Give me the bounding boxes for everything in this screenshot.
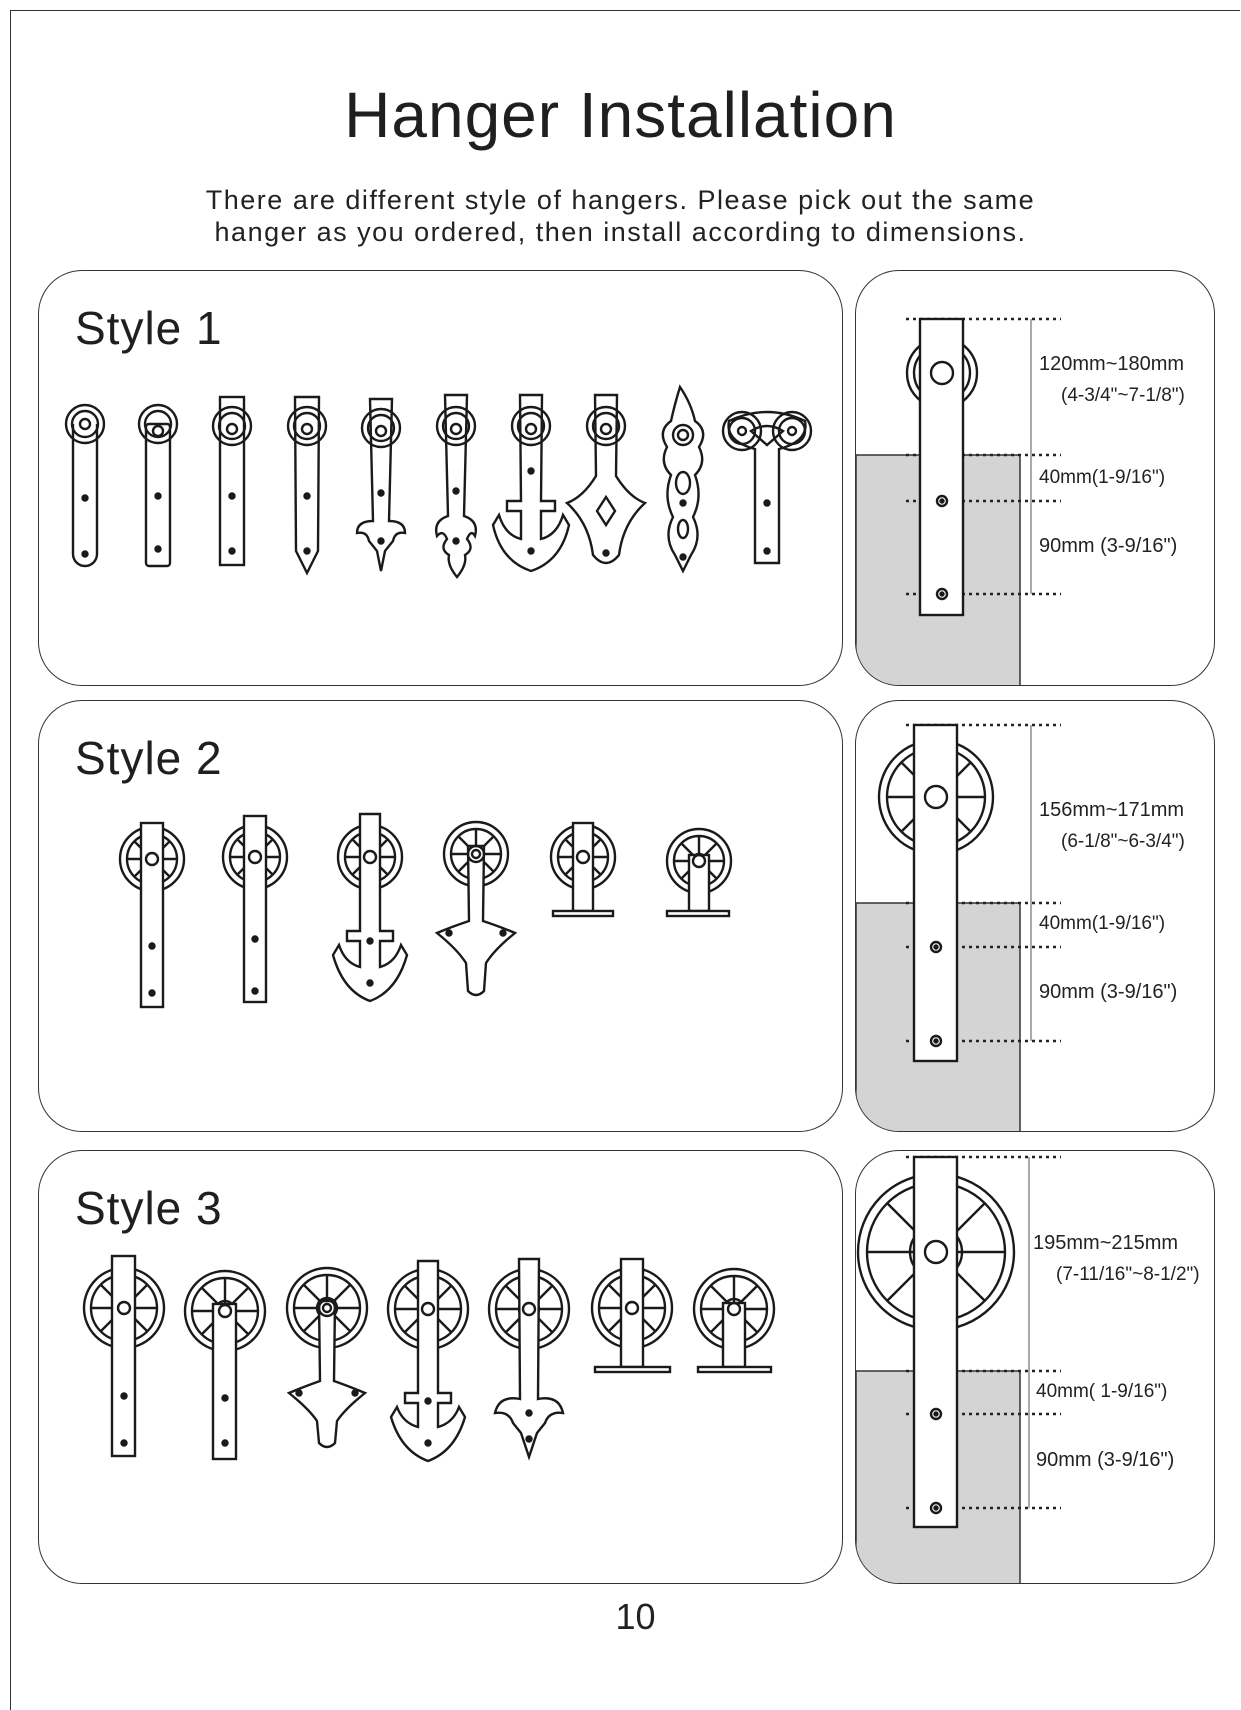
hanger-big-wheel-anchor bbox=[388, 1261, 468, 1461]
hanger-flame-tip bbox=[436, 395, 476, 577]
hanger-spoked-flared bbox=[437, 822, 515, 995]
style-3-dimension-panel bbox=[855, 1150, 1215, 1584]
style-3-gap: 40mm( 1-9/16") bbox=[1036, 1381, 1168, 1402]
hanger-ornamental bbox=[663, 387, 703, 571]
style-3-hangers bbox=[39, 1151, 843, 1584]
style-3-dimension-diagram bbox=[856, 1151, 1215, 1584]
hanger-big-wheel-strap bbox=[84, 1256, 164, 1456]
hanger-spoked-strap-tall bbox=[223, 816, 287, 1002]
hanger-anchor bbox=[493, 395, 569, 571]
hanger-big-wheel-strap-2 bbox=[185, 1271, 265, 1459]
hanger-big-wheel-top-mount-short bbox=[694, 1269, 774, 1372]
page-number: 10 bbox=[615, 1596, 656, 1637]
style-3-range-in: (7-11/16"~8-1/2") bbox=[1056, 1264, 1200, 1285]
style-1-label: Style 1 bbox=[75, 302, 223, 354]
style-1-panel bbox=[38, 270, 843, 686]
intro-line-1: There are different style of hangers. Please pick out the same bbox=[205, 185, 1036, 215]
page-title: Hanger Installation bbox=[344, 79, 897, 151]
style-1-range-in: (4-3/4"~7-1/8") bbox=[1061, 385, 1185, 406]
style-2-dimension-panel bbox=[855, 700, 1215, 1132]
hanger-straight-strap bbox=[139, 405, 177, 566]
hanger-rounded-strap bbox=[66, 405, 104, 566]
hanger-big-wheel-flared bbox=[287, 1268, 367, 1447]
style-1-gap: 40mm(1-9/16") bbox=[1039, 467, 1166, 488]
hanger-arrow-tip bbox=[288, 397, 326, 573]
hanger-spoked-anchor bbox=[333, 814, 407, 1001]
style-2-label: Style 2 bbox=[75, 732, 223, 784]
style-2-range-mm: 156mm~171mm bbox=[1039, 799, 1185, 821]
style-2-spacing: 90mm (3-9/16") bbox=[1039, 981, 1178, 1003]
style-2-hangers bbox=[39, 701, 843, 1132]
hanger-twin-wheel bbox=[723, 412, 811, 563]
style-2-range-in: (6-1/8"~6-3/4") bbox=[1061, 831, 1185, 852]
style-2-panel bbox=[38, 700, 843, 1132]
style-1-dimension-panel bbox=[855, 270, 1215, 686]
hanger-big-wheel-top-mount bbox=[592, 1259, 672, 1372]
style-1-range-mm: 120mm~180mm bbox=[1039, 353, 1185, 375]
style-3-panel bbox=[38, 1150, 843, 1584]
hanger-big-wheel-fleur bbox=[489, 1259, 569, 1457]
hanger-square-strap bbox=[213, 397, 251, 565]
intro-line-2: hanger as you ordered, then install according to dimensions. bbox=[214, 217, 1027, 247]
hanger-spoked-strap bbox=[120, 823, 184, 1007]
style-3-range-mm: 195mm~215mm bbox=[1033, 1232, 1179, 1254]
style-1-hangers bbox=[39, 271, 843, 686]
intro-text bbox=[0, 184, 1241, 248]
style-1-spacing: 90mm (3-9/16") bbox=[1039, 535, 1178, 557]
hanger-spoked-top-mount-short bbox=[667, 829, 731, 916]
hanger-diamond bbox=[567, 395, 645, 563]
style-2-gap: 40mm(1-9/16") bbox=[1039, 913, 1166, 934]
hanger-fleur-tip bbox=[357, 399, 405, 571]
style-3-label: Style 3 bbox=[75, 1182, 223, 1234]
hanger-spoked-top-mount bbox=[551, 823, 615, 916]
style-3-spacing: 90mm (3-9/16") bbox=[1036, 1449, 1175, 1471]
